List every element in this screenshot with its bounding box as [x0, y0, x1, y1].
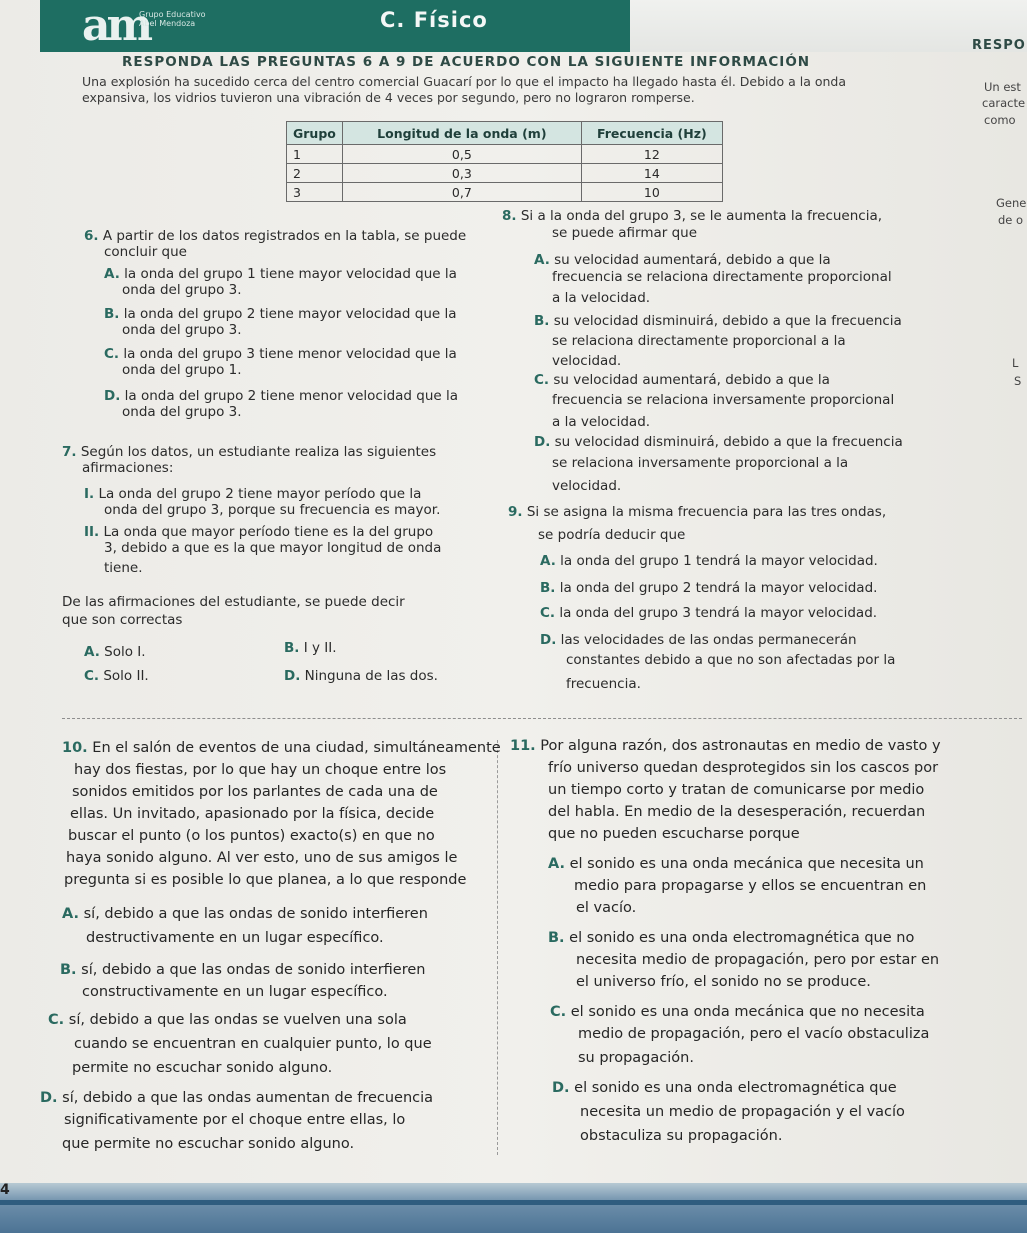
q9-option-d[interactable]: D. las velocidades de las ondas permanecerán	[540, 632, 857, 648]
q10-stem-4: ellas. Un invitado, apasionado por la física, decide	[70, 806, 435, 822]
q7-option-c[interactable]: C. Solo II.	[84, 668, 149, 684]
q10-stem-1: 10. En el salón de eventos de una ciudad, simultáneamente	[62, 740, 501, 756]
q8-option-a[interactable]: A. su velocidad aumentará, debido a que la	[534, 252, 831, 268]
q11-stem-5: que no pueden escucharse porque	[548, 826, 800, 842]
q6-option-c[interactable]: C. la onda del grupo 3 tiene menor velocidad que la	[104, 346, 457, 362]
header-strip	[630, 0, 1027, 52]
q11-option-c-cont: medio de propagación, pero el vacío obstaculiza	[578, 1026, 930, 1042]
q11-option-a-cont-2: el vacío.	[576, 900, 637, 916]
table-header: Frecuencia (Hz)	[581, 122, 722, 145]
q9-option-b[interactable]: B. la onda del grupo 2 tendrá la mayor velocidad.	[540, 580, 878, 596]
q11-option-a-cont: medio para propagarse y ellos se encuentran en	[574, 878, 927, 894]
q10-option-c-cont-2: permite no escuchar sonido alguno.	[72, 1060, 333, 1076]
q7-ask-2: que son correctas	[62, 612, 183, 628]
q8-option-a-cont: frecuencia se relaciona directamente proporcional	[552, 269, 892, 285]
table-cell: 1	[287, 145, 343, 164]
section-divider	[62, 718, 1022, 719]
q7-option-d[interactable]: D. Ninguna de las dos.	[284, 668, 438, 684]
q10-option-a-cont: destructivamente en un lugar específico.	[86, 930, 384, 946]
q11-option-d[interactable]: D. el sonido es una onda electromagnética que	[552, 1080, 897, 1096]
q6-option-d[interactable]: D. la onda del grupo 2 tiene menor velocidad que la	[104, 388, 459, 404]
q11-option-c-cont-2: su propagación.	[578, 1050, 694, 1066]
q11-stem-2: frío universo quedan desprotegidos sin los cascos por	[548, 760, 939, 776]
logo: am	[82, 0, 150, 51]
right-margin-text: Gene	[996, 196, 1027, 210]
q10-option-d[interactable]: D. sí, debido a que las ondas aumentan de frecuencia	[40, 1090, 434, 1106]
q9-option-d-cont: constantes debido a que no son afectadas por la	[566, 652, 896, 668]
q7-claim-i-cont: onda del grupo 3, porque su frecuencia es mayor.	[104, 502, 441, 518]
right-margin-text: de o	[998, 213, 1024, 227]
q7-claim-ii-cont: 3, debido a que es la que mayor longitud de onda	[104, 540, 442, 556]
q8-option-d[interactable]: D. su velocidad disminuirá, debido a que la frecuencia	[534, 434, 903, 450]
q10-stem-2: hay dos fiestas, por lo que hay un choque entre los	[74, 762, 447, 778]
q10-option-d-cont-2: que permite no escuchar sonido alguno.	[62, 1136, 355, 1152]
q11-option-b[interactable]: B. el sonido es una onda electromagnética que no	[548, 930, 915, 946]
q9-option-d-cont-2: frecuencia.	[566, 676, 641, 692]
q9-option-c[interactable]: C. la onda del grupo 3 tendrá la mayor velocidad.	[540, 605, 878, 621]
q10-option-a[interactable]: A. sí, debido a que las ondas de sonido interfieren	[62, 906, 428, 922]
q11-option-d-cont-2: obstaculiza su propagación.	[580, 1128, 783, 1144]
q6-option-a[interactable]: A. la onda del grupo 1 tiene mayor velocidad que la	[104, 266, 457, 282]
q8-stem: 8. Si a la onda del grupo 3, se le aumenta la frecuencia,	[502, 208, 883, 224]
q8-stem-2: se puede afirmar que	[552, 225, 698, 241]
right-margin-text: Un est	[984, 80, 1021, 94]
q10-option-c[interactable]: C. sí, debido a que las ondas se vuelven una sola	[48, 1012, 407, 1028]
q8-option-b-cont: se relaciona directamente proporcional a la	[552, 333, 846, 349]
right-margin-text: L	[1012, 356, 1019, 370]
q7-stem: 7. Según los datos, un estudiante realiza las siguientes	[62, 444, 437, 460]
q8-option-b[interactable]: B. su velocidad disminuirá, debido a que la frecuencia	[534, 313, 902, 329]
page-number: 4	[0, 1182, 10, 1198]
footer-line	[0, 1200, 1027, 1205]
q8-option-b-cont-2: velocidad.	[552, 353, 622, 369]
q8-option-c[interactable]: C. su velocidad aumentará, debido a que la	[534, 372, 830, 388]
table-header: Grupo	[287, 122, 343, 145]
q8-option-d-cont: se relaciona inversamente proporcional a la	[552, 455, 849, 471]
q11-stem-1: 11. Por alguna razón, dos astronautas en medio de vasto y	[510, 738, 941, 754]
table-row	[287, 164, 723, 183]
q7-claim-ii-cont-2: tiene.	[104, 560, 143, 576]
table-header: Longitud de la onda (m)	[342, 122, 581, 145]
table-row	[287, 145, 723, 164]
table-cell: 0,3	[342, 164, 581, 183]
table-cell: 2	[287, 164, 343, 183]
q7-option-a[interactable]: A. Solo I.	[84, 644, 146, 660]
q10-stem-5: buscar el punto (o los puntos) exacto(s) en que no	[68, 828, 435, 844]
intro-line-2: expansiva, los vidrios tuvieron una vibración de 4 veces por segundo, pero no lograron romperse.	[82, 90, 695, 105]
right-margin-text: caracte	[982, 96, 1026, 110]
q10-stem-3: sonidos emitidos por los parlantes de cada una de	[72, 784, 438, 800]
q8-option-c-cont: frecuencia se relaciona inversamente proporcional	[552, 392, 895, 408]
q10-stem-7: pregunta si es posible lo que planea, a lo que responde	[64, 872, 467, 888]
q6-option-c-cont: onda del grupo 1.	[122, 362, 242, 378]
intro-line-1: Una explosión ha sucedido cerca del centro comercial Guacarí por lo que el impacto ha llegado hasta él. Debido a la onda	[82, 74, 846, 89]
footer-band	[0, 1183, 1027, 1233]
right-margin-heading: RESPO	[972, 38, 1026, 53]
table-cell: 12	[581, 145, 722, 164]
q8-option-a-cont-2: a la velocidad.	[552, 290, 651, 306]
q10-option-b-cont: constructivamente en un lugar específico.	[82, 984, 388, 1000]
logo-subtitle: Grupo Educativo Abel Mendoza	[139, 10, 206, 28]
column-divider	[497, 740, 498, 1155]
table-cell: 14	[581, 164, 722, 183]
q10-option-d-cont: significativamente por el choque entre ellas, lo	[64, 1112, 406, 1128]
q10-option-c-cont: cuando se encuentran en cualquier punto, lo que	[74, 1036, 432, 1052]
right-margin-text: S	[1014, 374, 1022, 388]
table-cell: 0,7	[342, 183, 581, 202]
q11-option-c[interactable]: C. el sonido es una onda mecánica que no necesita	[550, 1004, 925, 1020]
q6-option-a-cont: onda del grupo 3.	[122, 282, 242, 298]
q7-option-b[interactable]: B. I y II.	[284, 640, 337, 656]
q6-stem: 6. A partir de los datos registrados en la tabla, se puede	[84, 228, 467, 244]
q11-stem-3: un tiempo corto y tratan de comunicarse por medio	[548, 782, 925, 798]
q6-stem-2: concluir que	[104, 244, 187, 260]
q11-option-d-cont: necesita un medio de propagación y el vacío	[580, 1104, 905, 1120]
table-header-row	[287, 122, 723, 145]
subject-title: C. Físico	[380, 8, 488, 32]
q11-option-b-cont-2: el universo frío, el sonido no se produce.	[576, 974, 871, 990]
q6-option-b-cont: onda del grupo 3.	[122, 322, 242, 338]
q7-ask: De las afirmaciones del estudiante, se puede decir	[62, 594, 405, 610]
table-row	[287, 183, 723, 202]
q7-claim-ii: II. La onda que mayor período tiene es la del grupo	[84, 524, 434, 540]
instructions-heading: RESPONDA LAS PREGUNTAS 6 A 9 DE ACUERDO CON LA SIGUIENTE INFORMACIÓN	[122, 54, 811, 70]
table-cell: 0,5	[342, 145, 581, 164]
q10-option-b[interactable]: B. sí, debido a que las ondas de sonido interfieren	[60, 962, 426, 978]
right-margin-text: como	[984, 113, 1016, 127]
data-table	[286, 121, 723, 202]
q7-claim-i: I. La onda del grupo 2 tiene mayor período que la	[84, 486, 422, 502]
q8-option-c-cont-2: a la velocidad.	[552, 414, 651, 430]
q6-option-d-cont: onda del grupo 3.	[122, 404, 242, 420]
q10-stem-6: haya sonido alguno. Al ver esto, uno de sus amigos le	[66, 850, 458, 866]
q6-option-b[interactable]: B. la onda del grupo 2 tiene mayor velocidad que la	[104, 306, 457, 322]
q9-stem: 9. Si se asigna la misma frecuencia para las tres ondas,	[508, 504, 887, 520]
table-cell: 3	[287, 183, 343, 202]
q9-stem-2: se podría deducir que	[538, 527, 686, 543]
q9-option-a[interactable]: A. la onda del grupo 1 tendrá la mayor velocidad.	[540, 553, 878, 569]
q11-option-a[interactable]: A. el sonido es una onda mecánica que necesita un	[548, 856, 924, 872]
q8-option-d-cont-2: velocidad.	[552, 478, 622, 494]
q11-stem-4: del habla. En medio de la desesperación, recuerdan	[548, 804, 926, 820]
q11-option-b-cont: necesita medio de propagación, pero por estar en	[576, 952, 940, 968]
table-cell: 10	[581, 183, 722, 202]
q7-stem-2: afirmaciones:	[82, 460, 174, 476]
